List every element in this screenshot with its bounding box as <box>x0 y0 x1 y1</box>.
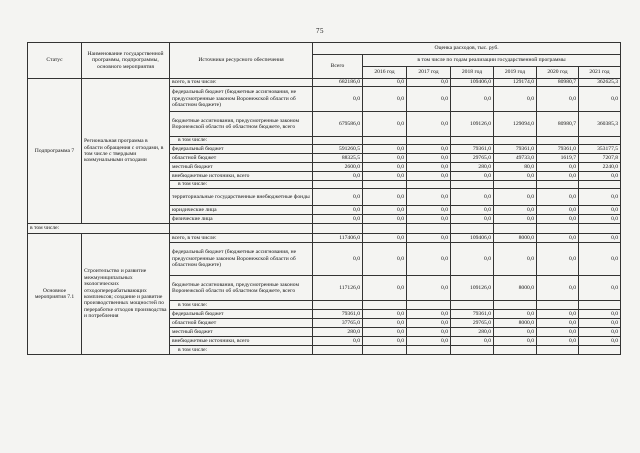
year-value-cell: 0,0 <box>579 319 621 328</box>
name-cell: Региональная программа в области обращения с отходами, в том числе с твердыми коммунальными отходами <box>82 79 170 224</box>
name-cell: Строительство и развитие межмуниципальных экологических отходоперерабатывающих комплексов; создание и развитие производственных мощностей по переработке отходов производства и потребления <box>82 234 170 355</box>
header-status: Статус <box>28 43 82 79</box>
including-label: в том числе: <box>28 224 170 234</box>
year-value-cell <box>537 346 579 355</box>
year-value-cell <box>537 181 579 189</box>
year-value-cell: 0,0 <box>537 337 579 346</box>
table-row <box>28 79 621 87</box>
year-value-cell: 0,0 <box>363 163 407 172</box>
year-value-cell <box>537 137 579 145</box>
source-cell: областной бюджет <box>170 154 313 163</box>
year-value-cell: 0,0 <box>363 337 407 346</box>
year-value-cell <box>363 181 407 189</box>
year-value-cell: 0,0 <box>363 87 407 112</box>
year-value-cell: 129174,0 <box>494 79 537 87</box>
year-value-cell: 0,0 <box>537 163 579 172</box>
year-value-cell: 0,0 <box>407 234 451 243</box>
expenses-table <box>27 42 621 355</box>
total-value-cell: 0,0 <box>313 243 363 276</box>
year-value-cell: 0,0 <box>363 172 407 181</box>
year-value-cell: 79361,0 <box>451 310 494 319</box>
source-cell: бюджетные ассигнования, предусмотренные законом Воронежской области об областном бюджете, всего <box>170 276 313 301</box>
year-value-cell: 0,0 <box>407 87 451 112</box>
total-value-cell: 0,0 <box>313 172 363 181</box>
year-value-cell: 0,0 <box>451 337 494 346</box>
year-value-cell: 80980,7 <box>537 112 579 137</box>
status-cell: Основное мероприятия 7.1 <box>28 234 82 355</box>
source-cell: территориальные государственные внебюджетные фонды <box>170 189 313 206</box>
year-value-cell: 0,0 <box>407 154 451 163</box>
source-cell: местный бюджет <box>170 163 313 172</box>
including-section <box>28 224 621 234</box>
year-value-cell: 0,0 <box>363 243 407 276</box>
year-value-cell: 109406,0 <box>451 79 494 87</box>
table-header <box>28 43 621 79</box>
header-year: 2019 год <box>494 67 537 79</box>
source-cell: федеральный бюджет <box>170 145 313 154</box>
source-cell: в том числе: <box>170 181 313 189</box>
subprogram-7-section <box>28 79 621 224</box>
year-value-cell: 0,0 <box>494 206 537 215</box>
year-value-cell: 0,0 <box>537 172 579 181</box>
year-value-cell: 29765,0 <box>451 319 494 328</box>
year-value-cell: 362625,3 <box>579 79 621 87</box>
year-value-cell <box>363 301 407 310</box>
year-value-cell: 0,0 <box>363 234 407 243</box>
year-value-cell: 0,0 <box>494 215 537 224</box>
total-value-cell: 0,0 <box>313 215 363 224</box>
year-value-cell: 0,0 <box>363 79 407 87</box>
year-value-cell: 0,0 <box>494 87 537 112</box>
year-value-cell: 8000,0 <box>494 234 537 243</box>
year-value-cell: 0,0 <box>363 206 407 215</box>
source-cell: физические лица <box>170 215 313 224</box>
year-value-cell: 0,0 <box>579 276 621 301</box>
year-value-cell: 0,0 <box>537 276 579 301</box>
year-value-cell <box>494 301 537 310</box>
year-value-cell: 0,0 <box>363 215 407 224</box>
source-cell: федеральный бюджет (бюджетные ассигнования, не предусмотренные законом Воронежской области об областном бюджете) <box>170 87 313 112</box>
source-cell: всего, в том числе: <box>170 79 313 87</box>
year-value-cell: 0,0 <box>363 112 407 137</box>
year-value-cell: 109406,0 <box>451 234 494 243</box>
year-value-cell <box>579 137 621 145</box>
year-value-cell <box>494 346 537 355</box>
year-value-cell: 0,0 <box>407 310 451 319</box>
header-total: Всего <box>313 55 363 79</box>
total-value-cell: 0,0 <box>313 87 363 112</box>
total-value-cell: 37765,0 <box>313 319 363 328</box>
year-value-cell: 0,0 <box>363 189 407 206</box>
year-value-cell: 0,0 <box>407 79 451 87</box>
year-value-cell: 0,0 <box>494 189 537 206</box>
source-cell: внебюджетные источники, всего <box>170 337 313 346</box>
year-value-cell: 0,0 <box>537 234 579 243</box>
header-year: 2017 год <box>407 67 451 79</box>
year-value-cell: 0,0 <box>494 310 537 319</box>
source-cell: федеральный бюджет (бюджетные ассигнования, не предусмотренные законом Воронежской области об областном бюджете) <box>170 243 313 276</box>
source-cell: в том числе: <box>170 137 313 145</box>
source-cell: всего, в том числе: <box>170 234 313 243</box>
year-value-cell: 109126,0 <box>451 276 494 301</box>
year-value-cell: 80980,7 <box>537 79 579 87</box>
year-value-cell: 353177,5 <box>579 145 621 154</box>
year-value-cell: 0,0 <box>451 206 494 215</box>
total-value-cell: 117406,0 <box>313 234 363 243</box>
year-value-cell: 0,0 <box>407 337 451 346</box>
year-value-cell: 0,0 <box>363 276 407 301</box>
year-value-cell: 0,0 <box>363 145 407 154</box>
year-value-cell <box>363 137 407 145</box>
year-value-cell: 0,0 <box>407 172 451 181</box>
source-cell: федеральный бюджет <box>170 310 313 319</box>
source-cell: внебюджетные источники, всего <box>170 172 313 181</box>
year-value-cell: 0,0 <box>579 206 621 215</box>
total-value-cell: 280,0 <box>313 328 363 337</box>
total-value-cell <box>313 301 363 310</box>
total-value-cell: 0,0 <box>313 337 363 346</box>
page-number: 75 <box>316 27 324 35</box>
year-value-cell: 8000,0 <box>494 319 537 328</box>
year-value-cell: 0,0 <box>363 154 407 163</box>
total-value-cell: 79361,0 <box>313 310 363 319</box>
total-value-cell: 0,0 <box>313 206 363 215</box>
year-value-cell: 0,0 <box>407 206 451 215</box>
header-cost: Оценка расходов, тыс. руб. <box>313 43 621 55</box>
table-row <box>28 234 621 243</box>
source-cell: в том числе: <box>170 346 313 355</box>
year-value-cell: 0,0 <box>451 87 494 112</box>
year-value-cell: 0,0 <box>451 172 494 181</box>
year-value-cell: 0,0 <box>537 328 579 337</box>
year-value-cell: 0,0 <box>579 189 621 206</box>
total-value-cell: 682186,0 <box>313 79 363 87</box>
year-value-cell: 0,0 <box>451 189 494 206</box>
total-value-cell: 591260,5 <box>313 145 363 154</box>
year-value-cell: 0,0 <box>407 189 451 206</box>
year-value-cell: 2240,0 <box>579 163 621 172</box>
source-cell: бюджетные ассигнования, предусмотренные законом Воронежской области об областном бюджете, всего <box>170 112 313 137</box>
year-value-cell: 129094,0 <box>494 112 537 137</box>
year-value-cell <box>451 301 494 310</box>
year-value-cell: 0,0 <box>537 87 579 112</box>
year-value-cell: 109126,0 <box>451 112 494 137</box>
year-value-cell <box>407 301 451 310</box>
year-value-cell: 0,0 <box>407 319 451 328</box>
year-value-cell <box>451 346 494 355</box>
year-value-cell: 0,0 <box>407 145 451 154</box>
year-value-cell <box>579 181 621 189</box>
year-value-cell: 0,0 <box>537 319 579 328</box>
year-value-cell <box>494 181 537 189</box>
year-value-cell: 0,0 <box>579 328 621 337</box>
year-value-cell: 0,0 <box>579 172 621 181</box>
year-value-cell: 360385,3 <box>579 112 621 137</box>
total-value-cell: 0,0 <box>313 189 363 206</box>
year-value-cell: 49733,0 <box>494 154 537 163</box>
total-value-cell: 88325,5 <box>313 154 363 163</box>
year-value-cell: 7207,8 <box>579 154 621 163</box>
total-value-cell <box>313 346 363 355</box>
year-value-cell: 0,0 <box>451 215 494 224</box>
total-value-cell: 2600,0 <box>313 163 363 172</box>
status-cell: Подпрограмма 7 <box>28 79 82 224</box>
total-value-cell <box>313 181 363 189</box>
year-value-cell: 79361,0 <box>537 145 579 154</box>
year-value-cell: 0,0 <box>494 337 537 346</box>
year-value-cell: 0,0 <box>407 112 451 137</box>
year-value-cell <box>579 346 621 355</box>
source-cell: областной бюджет <box>170 319 313 328</box>
year-value-cell: 0,0 <box>363 319 407 328</box>
year-value-cell: 29765,0 <box>451 154 494 163</box>
header-name: Наименование государственной программы, подпрограммы, основного мероприятия <box>82 43 170 79</box>
year-value-cell: 8000,0 <box>494 276 537 301</box>
year-value-cell: 0,0 <box>363 310 407 319</box>
year-value-cell <box>451 181 494 189</box>
header-sources: Источники ресурсного обеспечения <box>170 43 313 79</box>
total-value-cell <box>313 137 363 145</box>
year-value-cell: 0,0 <box>579 310 621 319</box>
year-value-cell: 0,0 <box>579 243 621 276</box>
year-value-cell: 0,0 <box>407 328 451 337</box>
measure-7-1-section <box>28 234 621 355</box>
year-value-cell: 0,0 <box>494 172 537 181</box>
year-value-cell: 79361,0 <box>451 145 494 154</box>
year-value-cell: 0,0 <box>579 215 621 224</box>
year-value-cell <box>451 137 494 145</box>
year-value-cell: 79361,0 <box>494 145 537 154</box>
year-value-cell: 0,0 <box>407 215 451 224</box>
year-value-cell: 280,0 <box>451 328 494 337</box>
year-value-cell: 0,0 <box>537 310 579 319</box>
year-value-cell: 80,0 <box>494 163 537 172</box>
year-value-cell: 0,0 <box>407 276 451 301</box>
year-value-cell <box>537 301 579 310</box>
header-year: 2021 год <box>579 67 621 79</box>
year-value-cell <box>363 346 407 355</box>
year-value-cell: 0,0 <box>363 328 407 337</box>
total-value-cell: 679586,0 <box>313 112 363 137</box>
header-year: 2020 год <box>537 67 579 79</box>
year-value-cell: 0,0 <box>537 189 579 206</box>
year-value-cell: 0,0 <box>537 206 579 215</box>
year-value-cell: 1619,7 <box>537 154 579 163</box>
year-value-cell <box>579 301 621 310</box>
header-year: 2016 год <box>363 67 407 79</box>
year-value-cell <box>407 181 451 189</box>
year-value-cell: 0,0 <box>451 243 494 276</box>
total-value-cell: 117126,0 <box>313 276 363 301</box>
source-cell: местный бюджет <box>170 328 313 337</box>
year-value-cell: 0,0 <box>579 234 621 243</box>
year-value-cell <box>407 346 451 355</box>
year-value-cell: 280,0 <box>451 163 494 172</box>
source-cell: в том числе: <box>170 301 313 310</box>
year-value-cell <box>494 137 537 145</box>
source-cell: юридические лица <box>170 206 313 215</box>
year-value-cell: 0,0 <box>537 243 579 276</box>
year-value-cell: 0,0 <box>494 243 537 276</box>
year-value-cell: 0,0 <box>579 87 621 112</box>
year-value-cell: 0,0 <box>579 337 621 346</box>
year-value-cell: 0,0 <box>537 215 579 224</box>
year-value-cell <box>407 137 451 145</box>
year-value-cell: 0,0 <box>407 243 451 276</box>
header-by-years: в том числе по годам реализации государственной программы <box>363 55 621 67</box>
year-value-cell: 0,0 <box>494 328 537 337</box>
header-year: 2018 год <box>451 67 494 79</box>
year-value-cell: 0,0 <box>407 163 451 172</box>
